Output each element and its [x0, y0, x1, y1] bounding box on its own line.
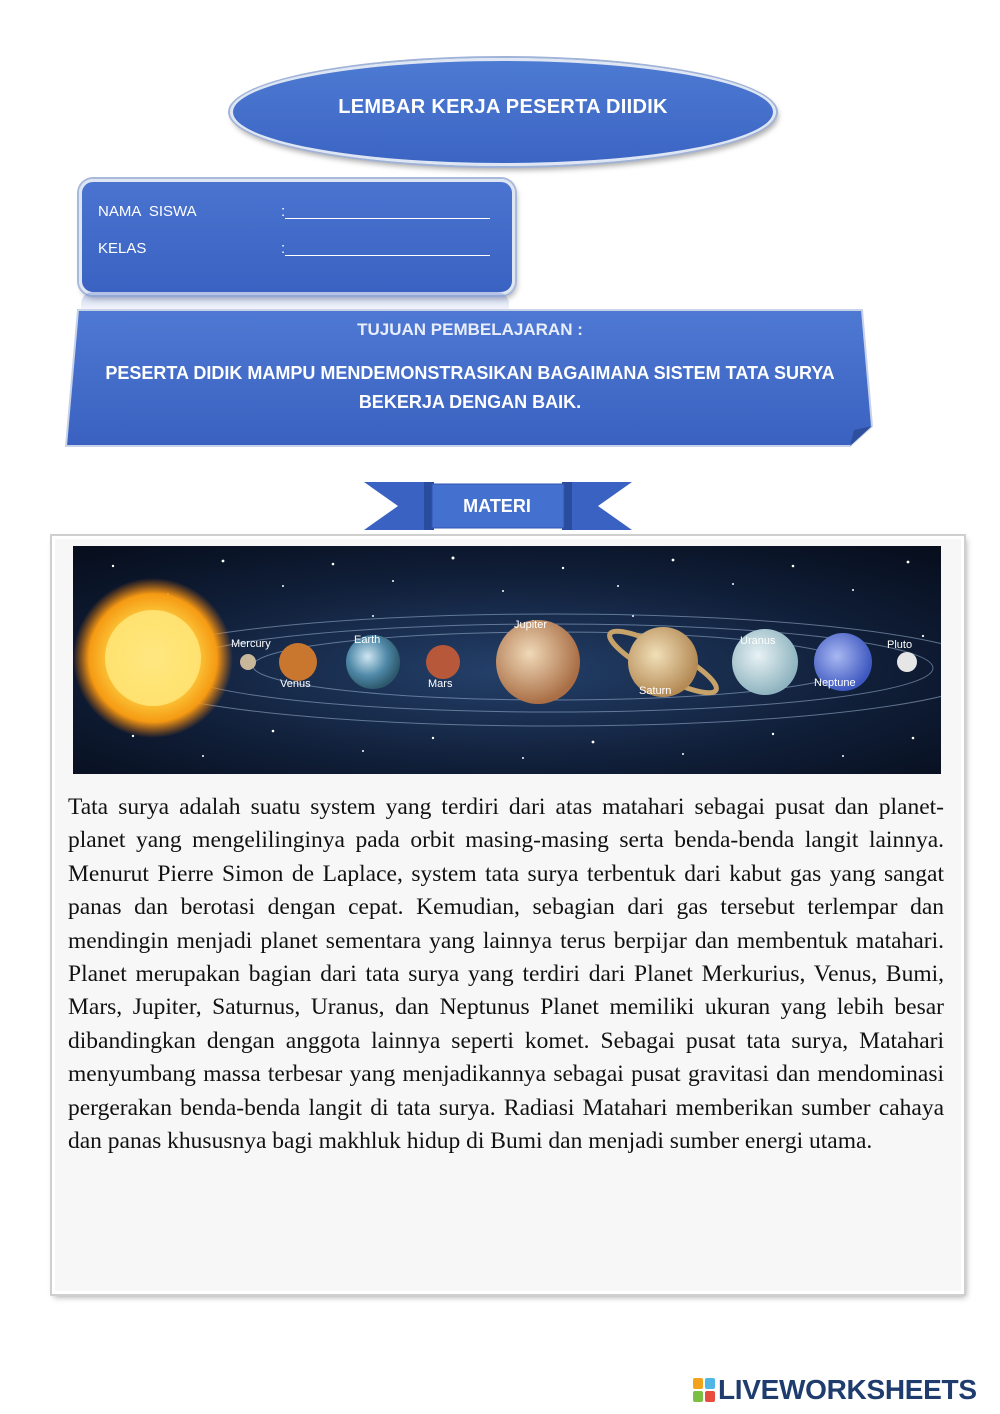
objective-text: PESERTA DIDIK MAMPU MENDEMONSTRASIKAN BAGAIMANA SISTEM TATA SURYA BEKERJA DENGAN BAIK. — [105, 363, 835, 412]
student-class-label: KELAS — [98, 240, 147, 257]
planet-label-jupiter: Jupiter — [514, 619, 548, 631]
planet-label-venus: Venus — [280, 678, 311, 690]
materi-ribbon — [364, 480, 632, 532]
planet-label-saturn: Saturn — [639, 685, 672, 697]
liveworksheets-logo-icon — [693, 1378, 715, 1402]
materi-content-box — [52, 536, 964, 1294]
student-name-field[interactable] — [285, 203, 490, 219]
student-name-label: NAMA SISWA — [98, 203, 197, 220]
planet-label-uranus: Uranus — [740, 635, 776, 647]
objective-title: TUJUAN PEMBELAJARAN : — [357, 320, 583, 339]
planet-label-mars: Mars — [428, 678, 453, 690]
solar-system-image — [73, 546, 941, 774]
planet-label-earth: Earth — [354, 634, 381, 646]
student-name-row — [98, 203, 490, 220]
liveworksheets-logo-text: LIVEWORKSHEETS — [718, 1374, 977, 1405]
student-class-row — [98, 240, 490, 257]
worksheet-title: LEMBAR KERJA PESERTA DIIDIK — [338, 95, 668, 118]
student-class-separator: : — [281, 240, 286, 257]
planet-label-pluto: Pluto — [887, 639, 913, 651]
learning-objective-banner — [64, 308, 876, 450]
worksheet-title-banner — [230, 58, 776, 166]
materi-paragraph: Tata surya adalah suatu system yang terdiri dari atas matahari sebagai pusat dan planet-planet yang mengelilinginya pada orbit masing-masing serta benda-benda langit lainnya. Menurut Pierre Simon de Laplace, system tata surya terbentuk dari kabut gas yang sangat panas dan berotasi dengan cepat. Kemudian, sebagian dari gas tersebut terlempar dan mendingin menjadi planet sementara yang lainnya terus berpijar dan membentuk matahari. Planet merupakan bagian dari tata surya yang terdiri dari Planet Merkurius, Venus, Bumi, Mars, Jupiter, Saturnus, Uranus, dan Neptunus Planet memiliki ukuran yang lebih besar dibandingkan dengan anggota lainnya seperti komet. Sebagai pusat tata surya, Matahari menyumbang massa terbesar yang menjadikannya sebagai pusat gravitasi dan mendominasi pergerakan benda-benda langit di tata surya. Radiasi Matahari memberikan sumber cahaya dan panas khususnya bagi makhluk hidup di Bumi dan menjadi sumber energi utama. — [68, 794, 944, 1155]
materi-label: MATERI — [463, 495, 531, 516]
liveworksheets-logo — [693, 1374, 977, 1406]
planet-label-mercury: Mercury — [231, 638, 271, 650]
student-name-separator: : — [281, 203, 286, 220]
planet-label-neptune: Neptune — [814, 677, 856, 689]
student-identity-box — [79, 179, 515, 295]
student-class-field[interactable] — [285, 240, 490, 256]
